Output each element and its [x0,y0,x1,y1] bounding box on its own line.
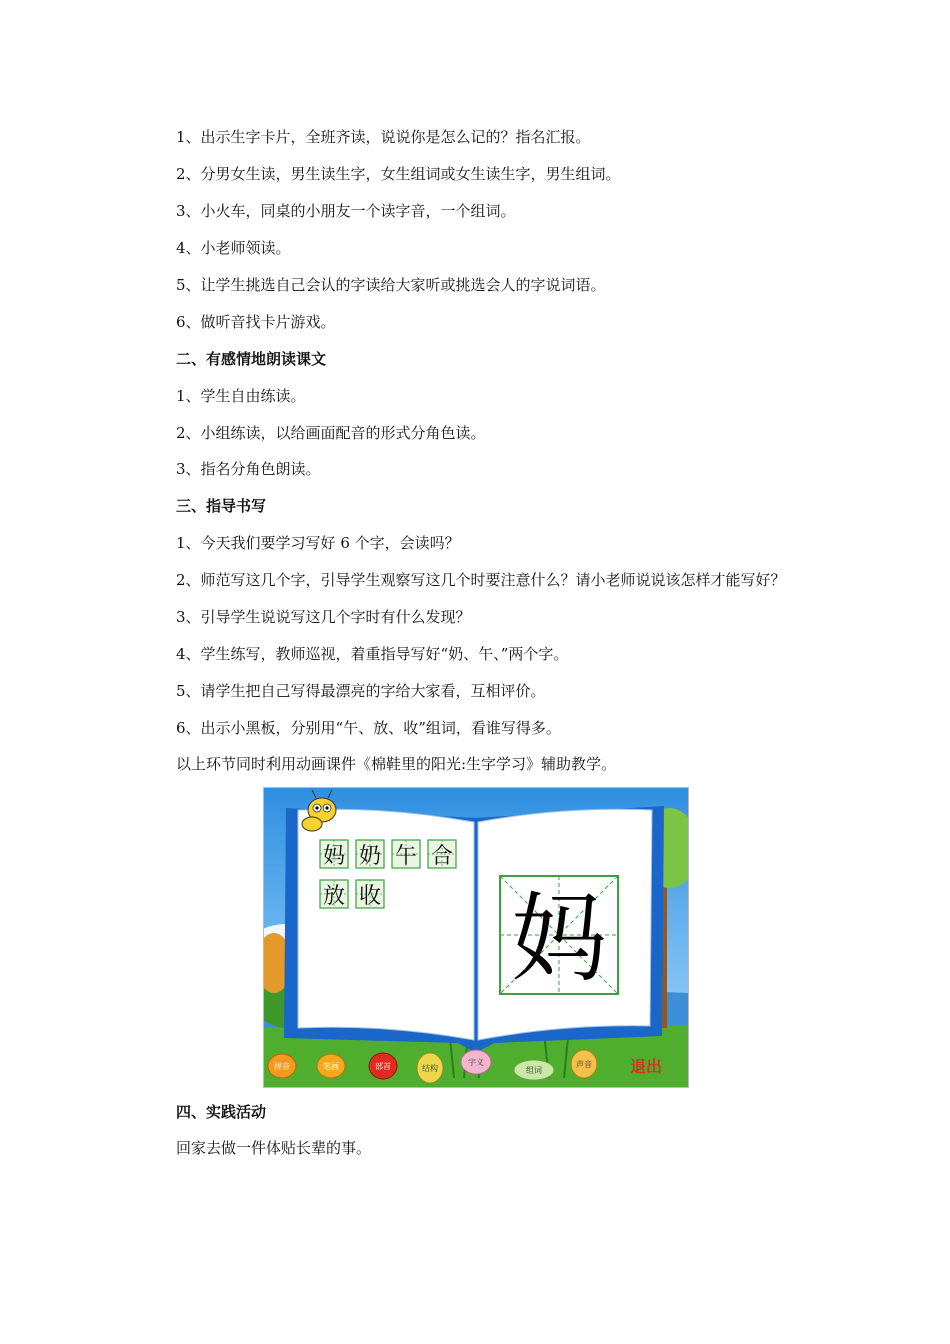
section3-item-5: 5、请学生把自己写得最漂亮的字给大家看，互相评价。 [176,682,546,700]
section4-heading: 四、实践活动 [176,1103,267,1121]
svg-text:退出: 退出 [629,1057,663,1076]
svg-text:笔画: 笔画 [323,1062,339,1071]
section2-item-1: 1、学生自由练读。 [176,387,306,405]
section3-item-6: 6、出示小黑板，分别用“午、放、收”组词，看谁写得多。 [176,719,561,737]
char-cell[interactable] [392,840,420,869]
big-char-grid [500,876,618,995]
section1-item-3: 3、小火车，同桌的小朋友一个读字音，一个组词。 [176,202,516,220]
char-cell-text: 放 [322,884,346,909]
structure-button[interactable] [417,1053,443,1083]
section2-item-3: 3、指名分角色朗读。 [176,460,321,478]
char-cell-text: 奶 [358,844,382,869]
section3-item-3: 3、引导学生说说写这几个字时有什么发现？ [176,608,471,626]
svg-text:拼音: 拼音 [274,1062,290,1071]
svg-text:字义: 字义 [468,1058,484,1067]
sound-button[interactable] [571,1050,597,1078]
char-cell[interactable] [428,840,456,869]
exit-button[interactable] [630,1057,662,1076]
char-cell-text: 妈 [322,844,346,869]
radical-button[interactable] [369,1053,397,1079]
section3-item-2: 2、师范写这几个字，引导学生观察写这几个时要注意什么？请小老师说说该怎样才能写好？ [176,571,786,589]
courseware-illustration [263,787,689,1088]
section4-item-1: 回家去做一件体贴长辈的事。 [176,1139,372,1157]
section1-item-1: 1、出示生字卡片，全班齐读，说说你是怎么记的？指名汇报。 [176,128,591,146]
char-cell[interactable] [356,880,384,909]
char-cell-text: 收 [358,884,382,909]
section2-item-2: 2、小组练读，以给画面配音的形式分角色读。 [176,424,486,442]
svg-text:结构: 结构 [422,1064,438,1073]
section2-heading: 二、有感情地朗读课文 [176,350,327,368]
section3-item-4: 4、学生练写，教师巡视，着重指导写好“奶、午、”两个字。 [176,645,569,663]
svg-text:声音: 声音 [576,1060,592,1069]
char-cell[interactable] [356,840,384,869]
char-cell[interactable] [320,880,348,909]
char-cell-text: 午 [394,844,418,869]
section3-note: 以上环节同时利用动画课件《棉鞋里的阳光:生字学习》辅助教学。 [176,755,617,773]
section1-item-2: 2、分男女生读，男生读生字，女生组词或女生读生字，男生组词。 [176,165,621,183]
section3-item-1: 1、今天我们要学习写好 6 个字，会读吗？ [176,534,460,552]
meaning-button[interactable] [461,1050,491,1074]
section1-item-4: 4、小老师领读。 [176,239,291,257]
pinyin-button[interactable] [268,1054,296,1078]
char-cell-text: 合 [430,844,454,869]
svg-text:部首: 部首 [375,1062,391,1071]
big-char-text: 妈 [511,883,607,995]
stroke-button[interactable] [317,1054,345,1078]
section1-item-5: 5、让学生挑选自己会认的字读给大家听或挑选会人的字说词语。 [176,276,606,294]
section1-item-6: 6、做听音找卡片游戏。 [176,313,336,331]
svg-text:组词: 组词 [526,1066,542,1075]
section3-heading: 三、指导书写 [176,497,267,515]
words-button[interactable] [514,1060,554,1080]
char-cell[interactable] [320,840,348,869]
